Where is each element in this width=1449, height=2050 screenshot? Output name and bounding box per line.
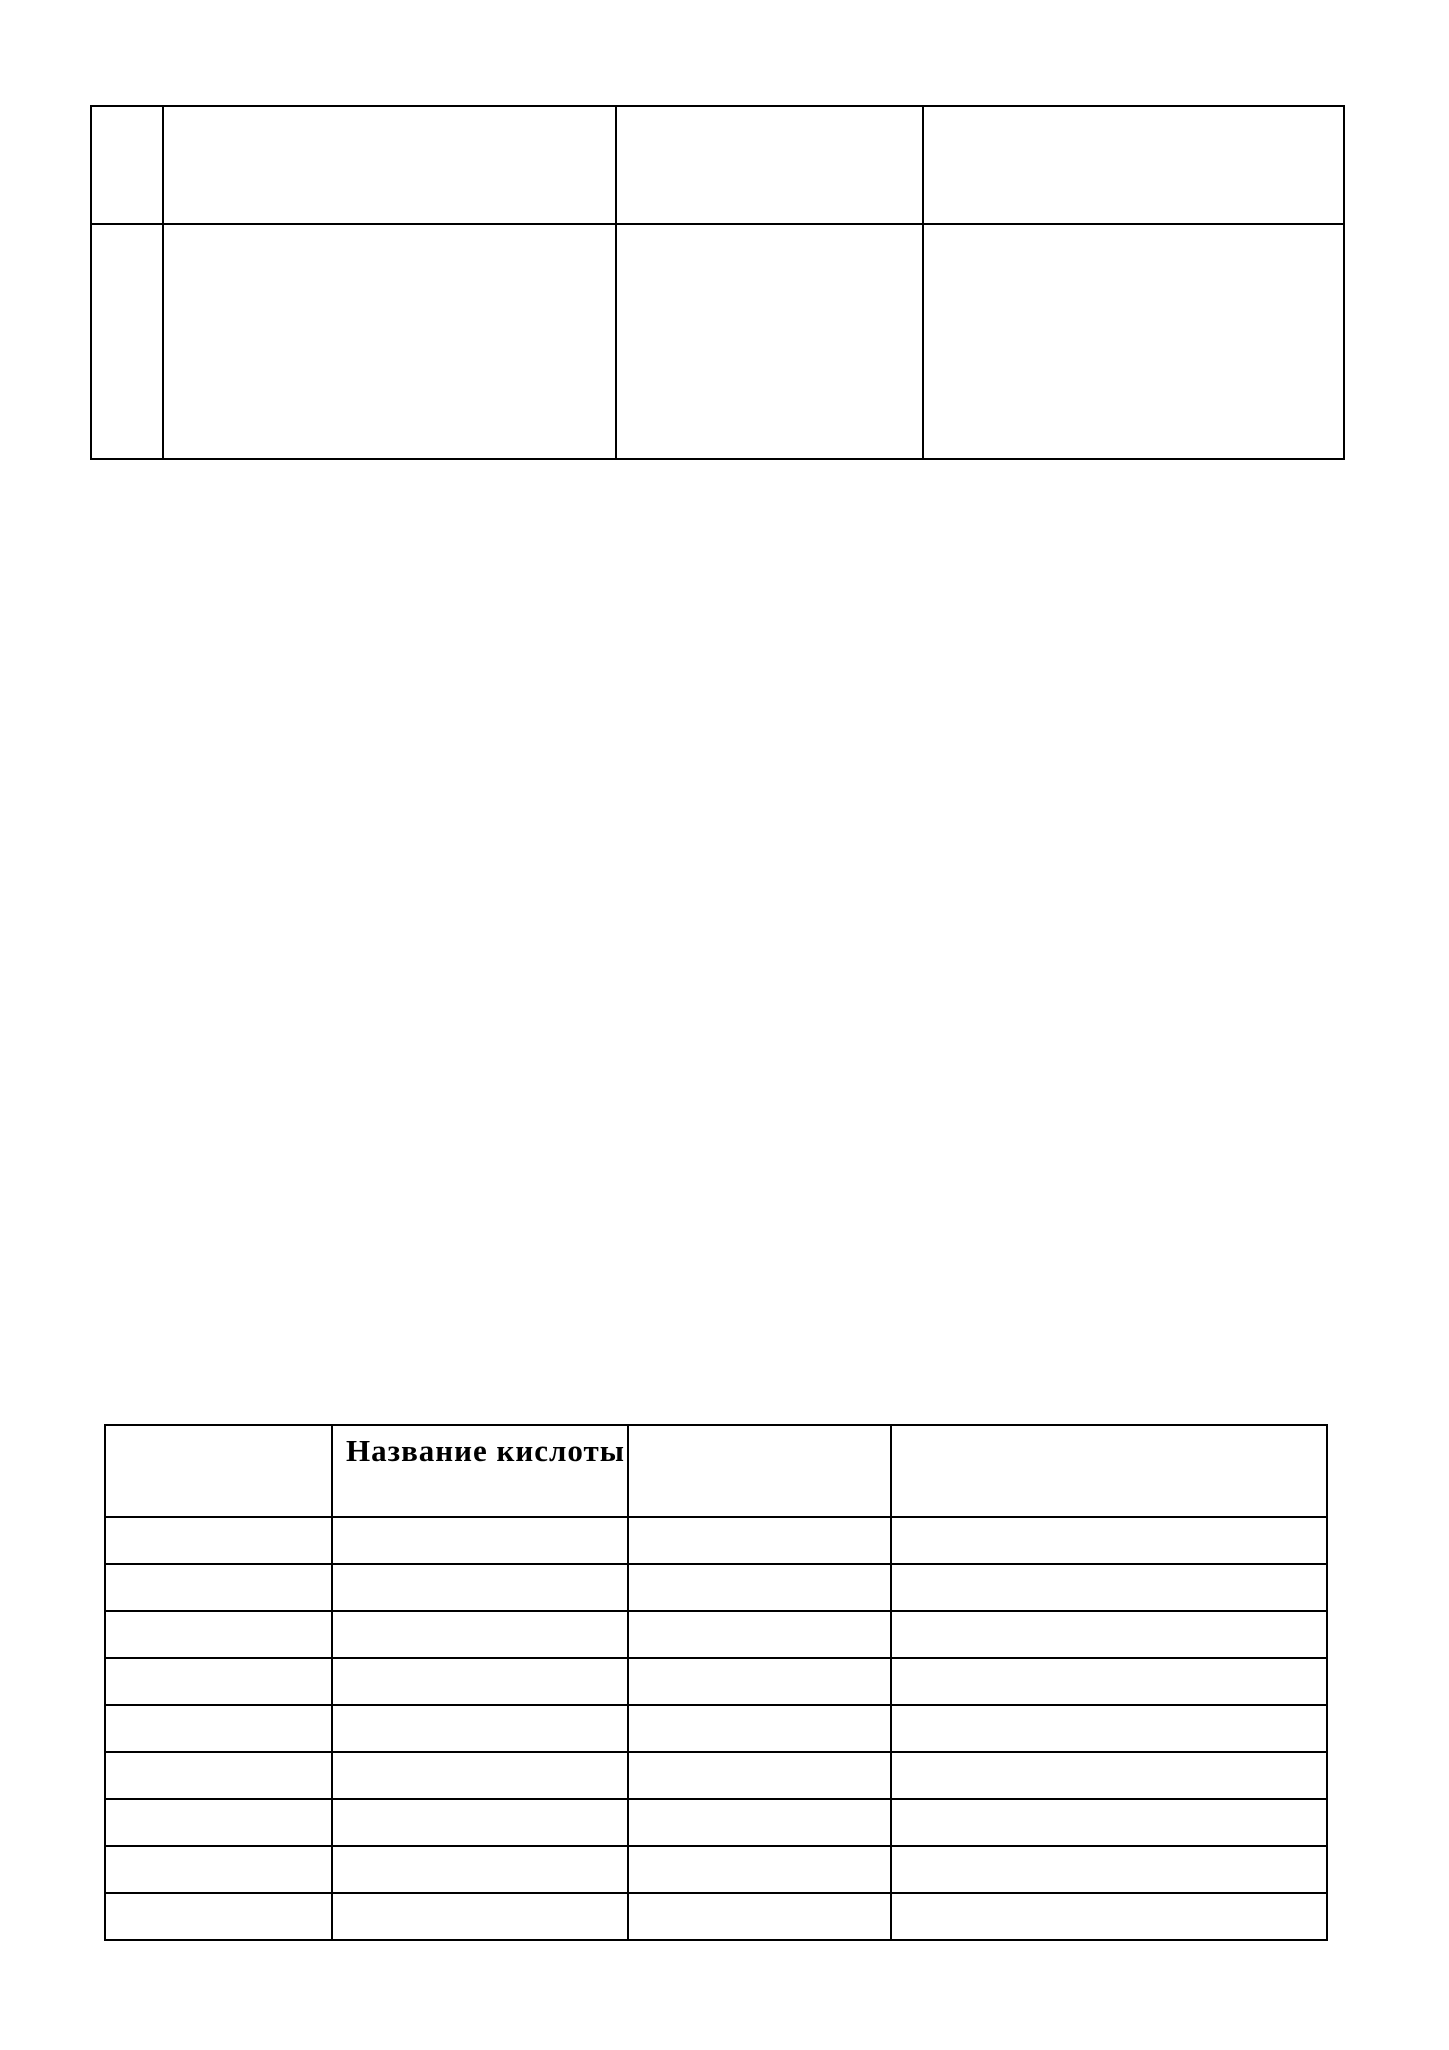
table-cell xyxy=(891,1705,1327,1752)
acid-name-header: Название кислоты xyxy=(346,1433,625,1468)
table-cell xyxy=(105,1564,332,1611)
blank-table-top xyxy=(90,105,1345,460)
table-cell xyxy=(628,1705,891,1752)
table-cell xyxy=(163,224,616,459)
table-cell xyxy=(332,1658,628,1705)
table-cell xyxy=(105,1517,332,1564)
table-cell xyxy=(616,106,923,224)
table-row xyxy=(91,106,1344,224)
table-cell xyxy=(332,1611,628,1658)
table-row xyxy=(105,1705,1327,1752)
table-cell xyxy=(332,1517,628,1564)
table-cell xyxy=(628,1611,891,1658)
table-row xyxy=(105,1611,1327,1658)
table-cell xyxy=(332,1752,628,1799)
table-cell xyxy=(105,1705,332,1752)
table-cell xyxy=(163,106,616,224)
table-row xyxy=(91,224,1344,459)
header-cell xyxy=(891,1425,1327,1517)
table-cell xyxy=(628,1517,891,1564)
table-row xyxy=(105,1517,1327,1564)
table-cell xyxy=(891,1799,1327,1846)
table-cell xyxy=(628,1658,891,1705)
table-cell xyxy=(891,1846,1327,1893)
table-cell xyxy=(628,1799,891,1846)
table-cell xyxy=(332,1799,628,1846)
table-cell xyxy=(891,1893,1327,1940)
table-cell xyxy=(332,1893,628,1940)
table-cell xyxy=(891,1658,1327,1705)
table-cell xyxy=(105,1893,332,1940)
table-cell xyxy=(332,1846,628,1893)
table-row xyxy=(105,1658,1327,1705)
table-cell xyxy=(332,1705,628,1752)
table-header-row xyxy=(105,1425,1327,1517)
table-cell xyxy=(923,106,1344,224)
acid-table xyxy=(104,1424,1328,1941)
table-row xyxy=(105,1846,1327,1893)
header-cell xyxy=(628,1425,891,1517)
table-cell xyxy=(105,1658,332,1705)
header-cell-acid-name xyxy=(332,1425,628,1517)
table-cell xyxy=(628,1846,891,1893)
table-cell xyxy=(105,1752,332,1799)
table-cell xyxy=(616,224,923,459)
table-cell xyxy=(91,224,163,459)
table-cell xyxy=(923,224,1344,459)
table-cell xyxy=(628,1893,891,1940)
table-cell xyxy=(891,1752,1327,1799)
table-row xyxy=(105,1752,1327,1799)
table-cell xyxy=(891,1564,1327,1611)
table-cell xyxy=(105,1799,332,1846)
table-row xyxy=(105,1564,1327,1611)
table-cell xyxy=(628,1564,891,1611)
table-cell xyxy=(105,1611,332,1658)
table-cell xyxy=(332,1564,628,1611)
header-cell xyxy=(105,1425,332,1517)
table-cell xyxy=(628,1752,891,1799)
table-cell xyxy=(105,1846,332,1893)
table-cell xyxy=(891,1611,1327,1658)
table-row xyxy=(105,1893,1327,1940)
table-row xyxy=(105,1799,1327,1846)
table-cell xyxy=(891,1517,1327,1564)
table-cell xyxy=(91,106,163,224)
